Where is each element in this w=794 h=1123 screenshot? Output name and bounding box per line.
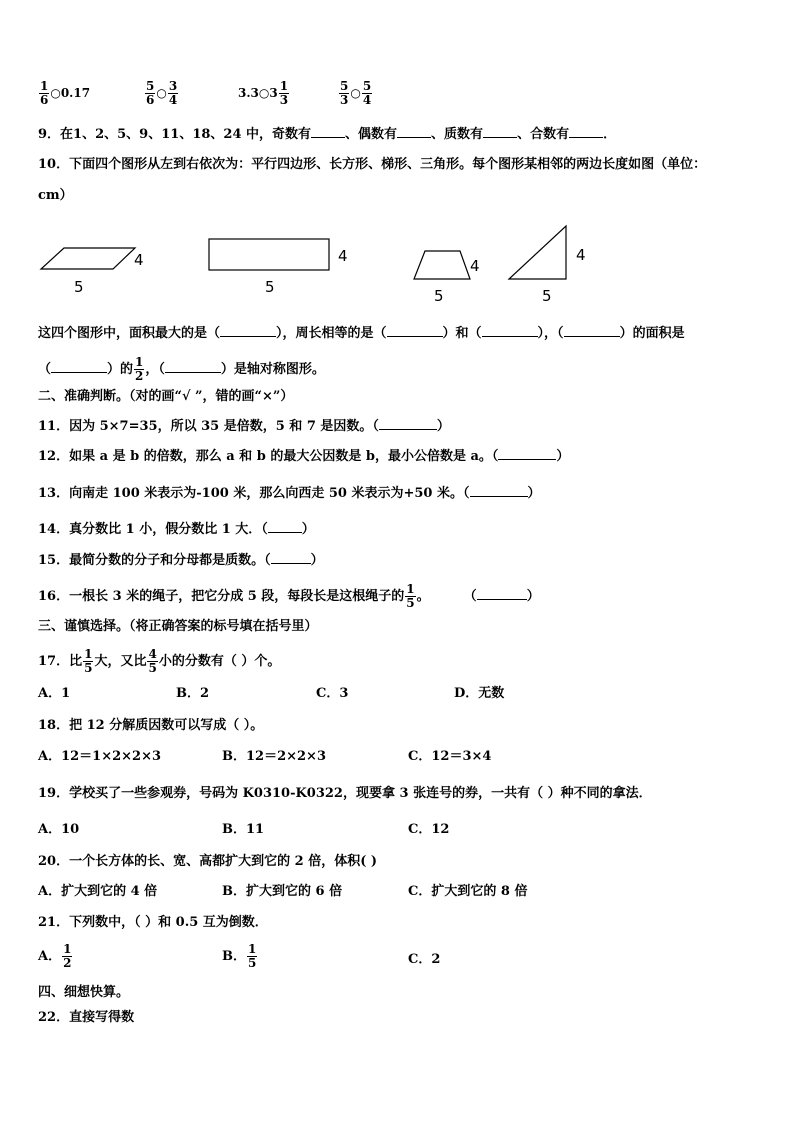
q20-option-c[interactable]: C．扩大到它的 8 倍 bbox=[408, 884, 528, 899]
question-11: 11．因为 5×7=35，所以 35 是倍数，5 和 7 是因数。（ ） bbox=[38, 419, 450, 434]
question-10-blanks-line2: （ ）的 $\frac{1}{2}$ ，（ ）是轴对称图形。 bbox=[38, 355, 325, 383]
question-10-line2: cm） bbox=[38, 188, 73, 203]
answer-blank[interactable] bbox=[498, 447, 556, 460]
trapezoid-shape bbox=[414, 251, 480, 305]
question-20: 20．一个长方体的长、宽、高都扩大到它的 2 倍，体积( ) bbox=[38, 854, 378, 869]
question-19: 19．学校买了一些参观券，号码为 K0310-K0322，现要拿 3 张连号的券，一共有（ ）种不同的拿法． bbox=[38, 786, 652, 801]
question-10-blanks-line1: 这四个图形中，面积最大的是（ ），周长相等的是（ ）和（ ），（ ）的面积是 bbox=[38, 326, 685, 341]
question-22: 22．直接写得数 bbox=[38, 1010, 135, 1025]
q18-option-c[interactable]: C．12＝3×4 bbox=[408, 749, 492, 764]
parallelogram-shape bbox=[41, 248, 144, 296]
question-16: 16．一根长 3 米的绳子，把它分成 5 段，每段长是这根绳子的 $\frac{1}{5}$ 。 （ ） bbox=[38, 582, 540, 610]
fraction: $\frac{1}{3}$ bbox=[279, 79, 289, 107]
answer-blank[interactable] bbox=[477, 587, 527, 600]
q19-option-b[interactable]: B．11 bbox=[222, 822, 265, 837]
answer-blank[interactable] bbox=[165, 360, 221, 373]
fraction: $\frac{1}{5}$ bbox=[406, 582, 415, 610]
svg-text:5: 5 bbox=[265, 278, 275, 296]
fraction: $\frac{5}{6}$ bbox=[146, 79, 155, 107]
q21-option-a[interactable]: A． $\frac{1}{2}$ bbox=[38, 942, 72, 970]
q17-option-d[interactable]: D．无数 bbox=[454, 686, 505, 701]
answer-blank[interactable] bbox=[220, 324, 276, 337]
question-15: 15．最简分数的分子和分母都是质数。（ ） bbox=[38, 553, 324, 568]
answer-blank[interactable] bbox=[271, 551, 311, 564]
question-13: 13．向南走 100 米表示为-100 米，那么向西走 50 米表示为+50 米。（ ） bbox=[38, 486, 541, 501]
question-17: 17．比 $\frac{1}{5}$ 大，又比 $\frac{4}{5}$ 小的分数有（ ）个。 bbox=[38, 647, 281, 675]
svg-text:4: 4 bbox=[470, 257, 480, 275]
answer-blank[interactable] bbox=[564, 324, 620, 337]
q17-option-a[interactable]: A．1 bbox=[38, 686, 71, 701]
compare-item-4: $\frac{5}{3}$ ○ $\frac{5}{4}$ bbox=[340, 79, 372, 107]
rectangle-shape bbox=[209, 239, 348, 296]
fraction: $\frac{5}{3}$ bbox=[340, 79, 349, 107]
q21-option-b[interactable]: B． $\frac{1}{5}$ bbox=[222, 942, 257, 970]
section-3-heading: 三、谨慎选择。（将正确答案的标号填在括号里） bbox=[38, 619, 318, 634]
answer-blank[interactable] bbox=[483, 125, 517, 138]
answer-blank[interactable] bbox=[569, 125, 603, 138]
svg-text:5: 5 bbox=[542, 287, 552, 305]
compare-item-1: $\frac{1}{6}$ ○0.17 bbox=[40, 79, 91, 107]
answer-blank[interactable] bbox=[387, 324, 443, 337]
fraction: $\frac{1}{6}$ bbox=[40, 79, 49, 107]
svg-text:4: 4 bbox=[338, 247, 348, 265]
answer-blank[interactable] bbox=[268, 520, 302, 533]
answer-blank[interactable] bbox=[379, 417, 437, 430]
question-18: 18．把 12 分解质因数可以写成（ ）。 bbox=[38, 718, 264, 733]
svg-text:4: 4 bbox=[576, 246, 586, 264]
compare-item-3: 3.3○3 $\frac{1}{3}$ bbox=[238, 79, 289, 107]
q19-option-c[interactable]: C．12 bbox=[408, 822, 450, 837]
fraction: $\frac{5}{4}$ bbox=[362, 79, 372, 107]
q21-option-c[interactable]: C．2 bbox=[408, 952, 441, 967]
answer-blank[interactable] bbox=[311, 125, 345, 138]
triangle-shape bbox=[509, 226, 586, 305]
fraction: $\frac{4}{5}$ bbox=[148, 647, 157, 675]
shapes-figure bbox=[0, 215, 794, 310]
answer-blank[interactable] bbox=[482, 324, 538, 337]
q19-option-a[interactable]: A．10 bbox=[38, 822, 80, 837]
compare-item-2: $\frac{5}{6}$ ○ $\frac{3}{4}$ bbox=[146, 79, 178, 107]
svg-text:5: 5 bbox=[74, 278, 84, 296]
question-21: 21．下列数中，（ ）和 0.5 互为倒数． bbox=[38, 915, 268, 930]
svg-text:5: 5 bbox=[434, 287, 444, 305]
answer-blank[interactable] bbox=[397, 125, 431, 138]
fraction: $\frac{3}{4}$ bbox=[168, 79, 178, 107]
answer-blank[interactable] bbox=[470, 484, 528, 497]
fraction: $\frac{1}{5}$ bbox=[84, 647, 93, 675]
fraction: $\frac{1}{2}$ bbox=[135, 355, 144, 383]
fraction: $\frac{1}{2}$ bbox=[63, 942, 72, 970]
question-10: 10．下面四个图形从左到右依次为：平行四边形、长方形、梯形、三角形。每个图形某相邻的两边长度如图（单位： bbox=[38, 157, 707, 172]
section-4-heading: 四、细想快算。 bbox=[38, 985, 130, 1000]
q20-option-b[interactable]: B．扩大到它的 6 倍 bbox=[222, 884, 343, 899]
answer-blank[interactable] bbox=[51, 360, 107, 373]
question-9: 9．在1、2、5、9、11、18、24 中，奇数有 、偶数有 、质数有 、合数有 ． bbox=[38, 127, 617, 142]
q18-option-a[interactable]: A．12＝1×2×2×3 bbox=[38, 749, 162, 764]
svg-text:4: 4 bbox=[134, 251, 144, 269]
fraction: $\frac{1}{5}$ bbox=[248, 942, 257, 970]
section-2-heading: 二、准确判断。（对的画“√ ”，错的画“×”） bbox=[38, 389, 294, 404]
q17-option-c[interactable]: C．3 bbox=[316, 686, 349, 701]
q18-option-b[interactable]: B．12＝2×2×3 bbox=[222, 749, 327, 764]
q20-option-a[interactable]: A．扩大到它的 4 倍 bbox=[38, 884, 158, 899]
question-12: 12．如果 a 是 b 的倍数，那么 a 和 b 的最大公因数是 b，最小公倍数是 a。（ ） bbox=[38, 449, 570, 464]
question-14: 14．真分数比 1 小，假分数比 1 大．（ ） bbox=[38, 522, 315, 537]
q17-option-b[interactable]: B．2 bbox=[176, 686, 210, 701]
